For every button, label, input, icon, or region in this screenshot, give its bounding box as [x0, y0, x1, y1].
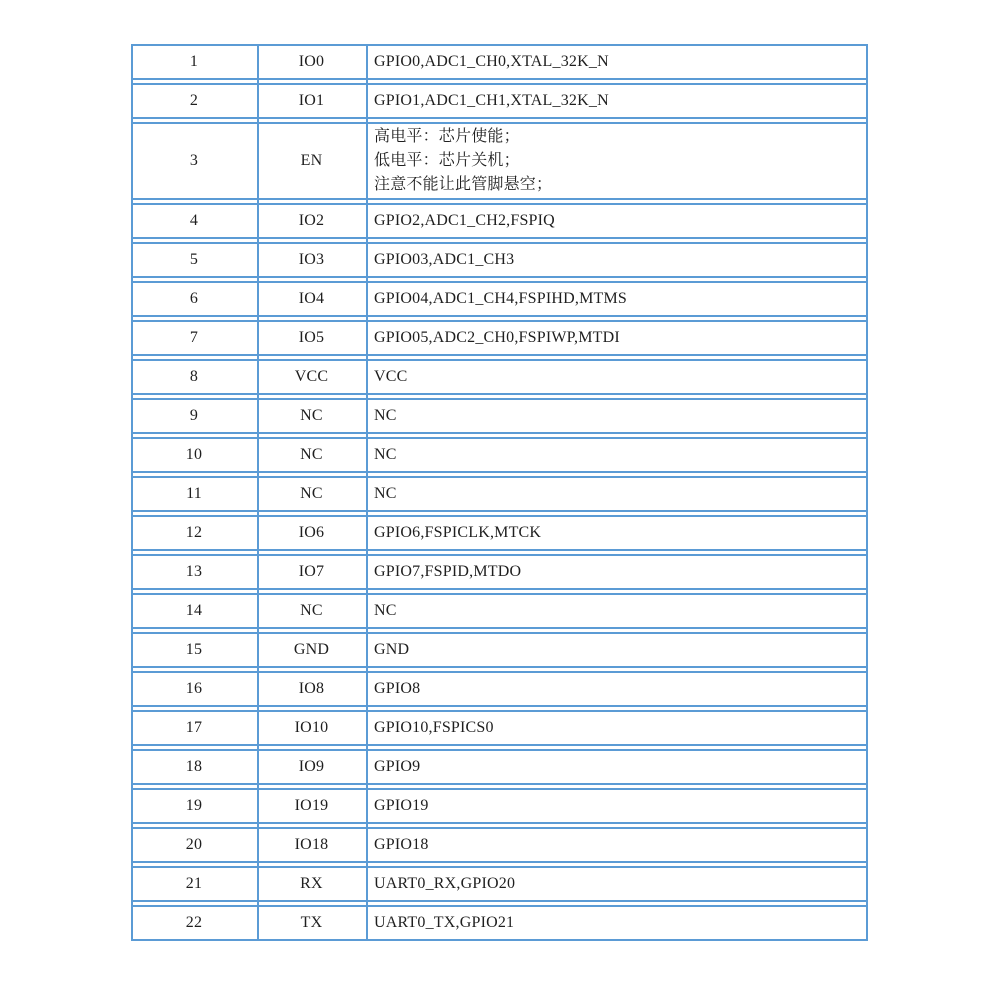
pin-function-cell: [366, 322, 868, 354]
pin-number-cell: 7: [189, 328, 199, 346]
pin-function-line: GPIO1,ADC1_CH1,XTAL_32K_N: [374, 92, 609, 109]
pin-name-cell: IO19: [294, 796, 329, 814]
pin-number-cell: 19: [185, 796, 203, 814]
pin-name-cell: IO2: [298, 211, 325, 229]
pin-name-cell: NC: [300, 484, 323, 502]
pin-function-line: GPIO2,ADC1_CH2,FSPIQ: [374, 212, 555, 229]
pin-number-cell: 16: [185, 679, 203, 697]
pin-number-cell: 11: [186, 484, 202, 502]
table-row: [131, 671, 868, 707]
pin-function-line: GPIO03,ADC1_CH3: [374, 251, 515, 268]
pin-number-cell: 17: [185, 718, 203, 736]
pin-function-cell: [366, 205, 868, 237]
pin-name-cell: IO5: [298, 328, 325, 346]
pin-name-cell: NC: [300, 601, 323, 619]
pin-function-cell: [366, 244, 868, 276]
pin-function-cell: [366, 46, 868, 78]
pin-number-cell: 13: [185, 562, 203, 580]
pin-function-line: GPIO18: [374, 836, 429, 853]
pin-function-line: NC: [374, 446, 397, 463]
pin-name-cell: IO18: [294, 835, 329, 853]
pin-function-cell: [366, 439, 868, 471]
pin-function-line: UART0_TX,GPIO21: [374, 914, 515, 931]
pin-name-cell: IO10: [294, 718, 329, 736]
table-row: [131, 398, 868, 434]
pin-function-cell: [366, 673, 868, 705]
pin-function-cell: [366, 556, 868, 588]
pin-function-line: 高电平：芯片使能；: [374, 128, 520, 145]
pin-function-cell: [366, 712, 868, 744]
pin-function-line: UART0_RX,GPIO20: [374, 875, 516, 892]
table-row: [131, 515, 868, 551]
pin-function-line: GPIO6,FSPICLK,MTCK: [374, 524, 542, 541]
pin-function-cell: [366, 361, 868, 393]
pin-function-cell: [366, 829, 868, 861]
pin-number-cell: 3: [189, 151, 199, 169]
table-row: [131, 476, 868, 512]
pin-number-cell: 14: [185, 601, 203, 619]
pin-number-cell: 10: [185, 445, 203, 463]
table-row: [131, 749, 868, 785]
table-row: [131, 554, 868, 590]
pin-function-line: GPIO19: [374, 797, 429, 814]
pin-number-cell: 21: [185, 874, 203, 892]
table-left-border-line: [131, 44, 133, 941]
pin-name-cell: IO1: [298, 91, 325, 109]
table-row: [131, 359, 868, 395]
table-row: [131, 632, 868, 668]
pin-function-line: GPIO8: [374, 680, 421, 697]
pin-name-cell: NC: [300, 406, 323, 424]
pin-function-cell: [366, 124, 868, 198]
pin-definition-table: [131, 44, 868, 944]
pin-function-line: 注意不能让此管脚悬空；: [374, 176, 553, 193]
table-row: [131, 827, 868, 863]
pin-name-cell: IO6: [298, 523, 325, 541]
pin-number-cell: 22: [185, 913, 203, 931]
pin-name-cell: EN: [300, 151, 323, 169]
table-row: [131, 44, 868, 80]
pin-name-cell: IO3: [298, 250, 325, 268]
table-row: [131, 866, 868, 902]
table-row: [131, 203, 868, 239]
column-separator-pin-name: [257, 44, 259, 941]
table-row: [131, 437, 868, 473]
pin-number-cell: 20: [185, 835, 203, 853]
pin-function-line: VCC: [374, 368, 408, 385]
pin-function-cell: [366, 790, 868, 822]
pin-number-cell: 8: [189, 367, 199, 385]
table-row: [131, 122, 868, 200]
table-row: [131, 83, 868, 119]
pin-function-line: GPIO05,ADC2_CH0,FSPIWP,MTDI: [374, 329, 620, 346]
pin-function-line: GPIO10,FSPICS0: [374, 719, 494, 736]
table-rows-container: [131, 44, 868, 941]
pin-function-cell: [366, 478, 868, 510]
pin-number-cell: 15: [185, 640, 203, 658]
pin-function-line: GPIO7,FSPID,MTDO: [374, 563, 522, 580]
pin-function-line: GND: [374, 641, 410, 658]
table-row: [131, 905, 868, 941]
pin-number-cell: 18: [185, 757, 203, 775]
table-right-border-line: [866, 44, 868, 941]
pin-function-line: NC: [374, 407, 397, 424]
pin-number-cell: 2: [189, 91, 199, 109]
pin-name-cell: NC: [300, 445, 323, 463]
pin-name-cell: IO8: [298, 679, 325, 697]
pin-function-line: NC: [374, 485, 397, 502]
pin-function-cell: [366, 283, 868, 315]
table-row: [131, 788, 868, 824]
pin-function-line: NC: [374, 602, 397, 619]
pin-function-cell: [366, 400, 868, 432]
table-row: [131, 320, 868, 356]
pin-name-cell: VCC: [294, 367, 329, 385]
pin-function-cell: [366, 634, 868, 666]
pin-function-cell: [366, 751, 868, 783]
pin-function-cell: [366, 907, 868, 939]
table-row: [131, 281, 868, 317]
pin-name-cell: IO0: [298, 52, 325, 70]
pin-name-cell: TX: [300, 913, 323, 931]
pin-name-cell: GND: [293, 640, 330, 658]
pin-number-cell: 12: [185, 523, 203, 541]
pin-function-cell: [366, 517, 868, 549]
pin-number-cell: 4: [189, 211, 199, 229]
pin-number-cell: 6: [189, 289, 199, 307]
pin-number-cell: 5: [189, 250, 199, 268]
table-row: [131, 242, 868, 278]
column-separator-name-function: [366, 44, 368, 941]
pin-function-cell: [366, 868, 868, 900]
pin-number-cell: 1: [189, 52, 199, 70]
pin-name-cell: IO7: [298, 562, 325, 580]
pin-function-cell: [366, 85, 868, 117]
pin-function-line: GPIO0,ADC1_CH0,XTAL_32K_N: [374, 53, 609, 70]
table-row: [131, 710, 868, 746]
pin-function-cell: [366, 595, 868, 627]
pin-function-line: 低电平：芯片关机；: [374, 152, 520, 169]
pin-function-line: GPIO04,ADC1_CH4,FSPIHD,MTMS: [374, 290, 628, 307]
pin-number-cell: 9: [189, 406, 199, 424]
pin-name-cell: IO4: [298, 289, 325, 307]
pin-name-cell: RX: [300, 874, 323, 892]
pin-function-line: GPIO9: [374, 758, 421, 775]
table-row: [131, 593, 868, 629]
pin-name-cell: IO9: [298, 757, 325, 775]
